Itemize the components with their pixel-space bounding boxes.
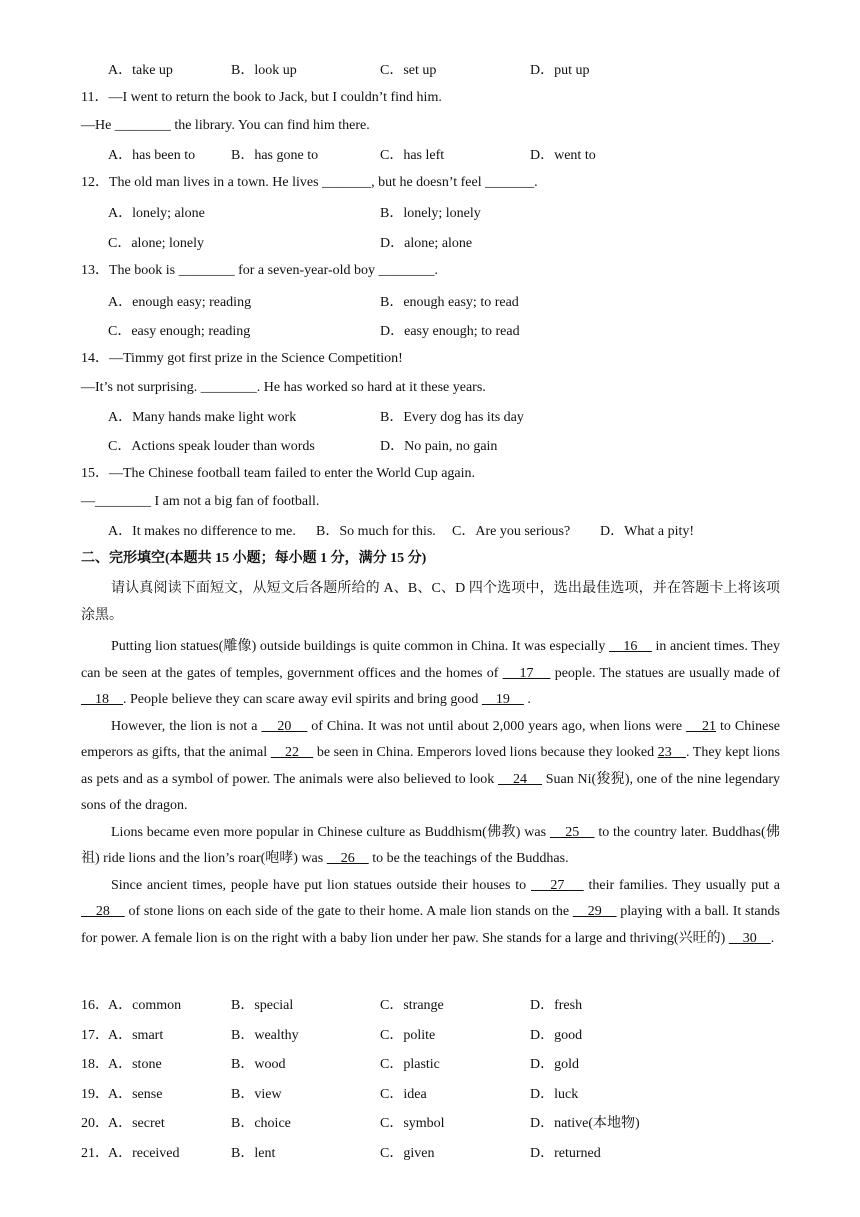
- passage-text: However, the lion is not a: [111, 718, 262, 734]
- passage-text: to Chinese emperors as gifts, that the animal: [81, 718, 781, 760]
- cloze-blank: 25: [549, 824, 595, 840]
- passage-text: .: [523, 692, 531, 707]
- cloze-question-number: 18．: [81, 1057, 109, 1072]
- section-heading: 二、完形填空(本题共 15 小题；每小题 1 分，满分 15 分): [81, 551, 427, 566]
- q14-stem: 14．—Timmy got first prize in the Science Competition!: [81, 351, 403, 366]
- q15-option-b: B．So much for this.: [316, 524, 436, 539]
- passage-text: .: [770, 930, 775, 946]
- cloze-blank: 17: [502, 665, 551, 681]
- cloze-blank: 22: [270, 745, 314, 760]
- cloze-blank: 20: [261, 718, 308, 734]
- q10-option-a: A．take up: [108, 63, 173, 78]
- cloze-question-number: 17．: [81, 1027, 109, 1043]
- passage-text: their families. They usually put a: [583, 877, 781, 893]
- q13-option-c: C．easy enough; reading: [108, 324, 251, 339]
- cloze-option-b: B．choice: [231, 1116, 291, 1131]
- cloze-option-c: C．idea: [380, 1086, 427, 1102]
- passage-paragraph-3: [81, 820, 780, 873]
- q11-line2: —He ________ the library. You can find him there.: [81, 118, 370, 133]
- cloze-option-d: D．native(本地物): [530, 1116, 640, 1131]
- q12-option-a: A．lonely; alone: [108, 206, 205, 221]
- q14-line2: —It’s not surprising. ________. He has worked so hard at it these years.: [81, 380, 486, 395]
- q10-option-c: C．set up: [380, 63, 437, 78]
- cloze-blank: 29: [572, 904, 617, 919]
- passage-paragraph-1: [81, 634, 780, 714]
- passage-text: to be the teachings of the Buddhas.: [368, 851, 569, 866]
- cloze-blank: 18: [81, 692, 123, 707]
- cloze-question-number: 16．: [81, 998, 109, 1013]
- cloze-option-d: D．good: [530, 1027, 583, 1043]
- cloze-option-c: C．given: [380, 1145, 435, 1161]
- cloze-blank: 21: [686, 718, 717, 734]
- cloze-blank: 19: [481, 692, 524, 707]
- q13-stem: 13．The book is ________ for a seven-year-old boy ________.: [81, 263, 439, 278]
- cloze-option-d: D．fresh: [530, 998, 583, 1013]
- passage-text: in ancient times. They can be seen at the gates of temples, government offices and the homes of: [81, 639, 780, 681]
- passage-text: to the country later. Buddhas(佛祖) ride lions and the lion’s roar(咆哮) was: [81, 824, 780, 866]
- passage-text: of China. It was not until about 2,000 years ago, when lions were: [307, 718, 687, 734]
- passage: [81, 634, 780, 952]
- q12-option-c: C．alone; lonely: [108, 236, 205, 251]
- q14-option-a: A．Many hands make light work: [108, 410, 297, 425]
- q11-option-d: D．went to: [530, 148, 596, 163]
- cloze-blank: 27: [531, 877, 584, 893]
- cloze-option-b: B．wealthy: [231, 1027, 299, 1043]
- cloze-blank: 26: [326, 851, 369, 866]
- passage-text: of stone lions on each side of the gate to their home. A male lion stands on the: [124, 904, 573, 919]
- cloze-option-a: A．sense: [108, 1086, 163, 1102]
- q14-option-b: B．Every dog has its day: [380, 410, 524, 425]
- q14-option-c: C．Actions speak louder than words: [108, 439, 315, 454]
- q11-stem: 11．—I went to return the book to Jack, but I couldn’t find him.: [81, 90, 442, 105]
- q11-option-a: A．has been to: [108, 148, 196, 163]
- q10-option-b: B．look up: [231, 63, 297, 78]
- q13-option-a: A．enough easy; reading: [108, 295, 252, 310]
- q15-option-a: A．It makes no difference to me.: [108, 524, 296, 539]
- cloze-option-d: D．luck: [530, 1086, 579, 1102]
- instruction-text: 请认真阅读下面短文，从短文后各题所给的 A、B、C、D 四个选项中，选出最佳选项，并在答题卡上将该项涂黑。: [81, 581, 780, 623]
- passage-paragraph-4: [81, 873, 780, 953]
- cloze-option-c: C．plastic: [380, 1057, 440, 1072]
- cloze-option-a: A．common: [108, 998, 182, 1013]
- q15-option-d: D．What a pity!: [600, 524, 695, 539]
- q11-option-c: C．has left: [380, 148, 445, 163]
- q10-option-d: D．put up: [530, 63, 590, 78]
- cloze-blank: 24: [498, 771, 542, 787]
- cloze-blank: 30: [728, 930, 771, 946]
- cloze-option-c: C．polite: [380, 1027, 436, 1043]
- cloze-blank: 28: [81, 904, 125, 919]
- q12-option-b: B．lonely; lonely: [380, 206, 481, 221]
- cloze-question-number: 21．: [81, 1145, 109, 1161]
- cloze-blank: 16: [608, 639, 652, 654]
- cloze-option-d: D．returned: [530, 1145, 601, 1161]
- passage-text: . People believe they can scare away evil spirits and bring good: [123, 692, 482, 707]
- cloze-question-number: 19．: [81, 1086, 109, 1102]
- q14-option-d: D．No pain, no gain: [380, 439, 498, 454]
- passage-text: people. The statues are usually made of: [550, 665, 781, 681]
- passage-text: . They kept lions as pets and as a symbol of power. The animals were also believed to look: [81, 745, 780, 787]
- cloze-option-b: B．lent: [231, 1145, 276, 1161]
- cloze-option-c: C．strange: [380, 998, 444, 1013]
- q15-option-c: C．Are you serious?: [452, 524, 571, 539]
- q15-stem: 15．—The Chinese football team failed to enter the World Cup again.: [81, 466, 476, 481]
- cloze-option-a: A．secret: [108, 1116, 165, 1131]
- passage-text: Putting lion statues(雕像) outside buildings is quite common in China. It was especially: [111, 639, 609, 654]
- passage-text: Suan Ni(狻猊), one of the nine legendary sons of the dragon.: [81, 771, 780, 813]
- cloze-option-b: B．wood: [231, 1057, 286, 1072]
- cloze-option-b: B．special: [231, 998, 294, 1013]
- q12-option-d: D．alone; alone: [380, 236, 473, 251]
- passage-text: Lions became even more popular in Chinese culture as Buddhism(佛教) was: [111, 824, 550, 840]
- passage-text: be seen in China. Emperors loved lions because they looked: [313, 745, 658, 760]
- cloze-blank: 23: [657, 745, 686, 760]
- section-instruction: [81, 575, 780, 629]
- passage-text: Since ancient times, people have put lion statues outside their houses to: [111, 877, 531, 893]
- passage-text: playing with a ball. It stands for power. A female lion is on the right with a baby lion under her paw. She stands for a large and thriving(兴旺的): [81, 904, 781, 946]
- cloze-option-a: A．stone: [108, 1057, 162, 1072]
- q15-line2: —________ I am not a big fan of football.: [81, 494, 320, 509]
- passage-paragraph-2: [81, 714, 780, 820]
- cloze-option-c: C．symbol: [380, 1116, 445, 1131]
- q12-stem: 12．The old man lives in a town. He lives _______, but he doesn’t feel _______.: [81, 175, 538, 190]
- cloze-option-a: A．smart: [108, 1027, 164, 1043]
- cloze-question-number: 20．: [81, 1116, 109, 1131]
- cloze-option-d: D．gold: [530, 1057, 579, 1072]
- q13-option-b: B．enough easy; to read: [380, 295, 519, 310]
- q13-option-d: D．easy enough; to read: [380, 324, 520, 339]
- cloze-option-a: A．received: [108, 1145, 180, 1161]
- q11-option-b: B．has gone to: [231, 148, 319, 163]
- cloze-option-b: B．view: [231, 1086, 282, 1102]
